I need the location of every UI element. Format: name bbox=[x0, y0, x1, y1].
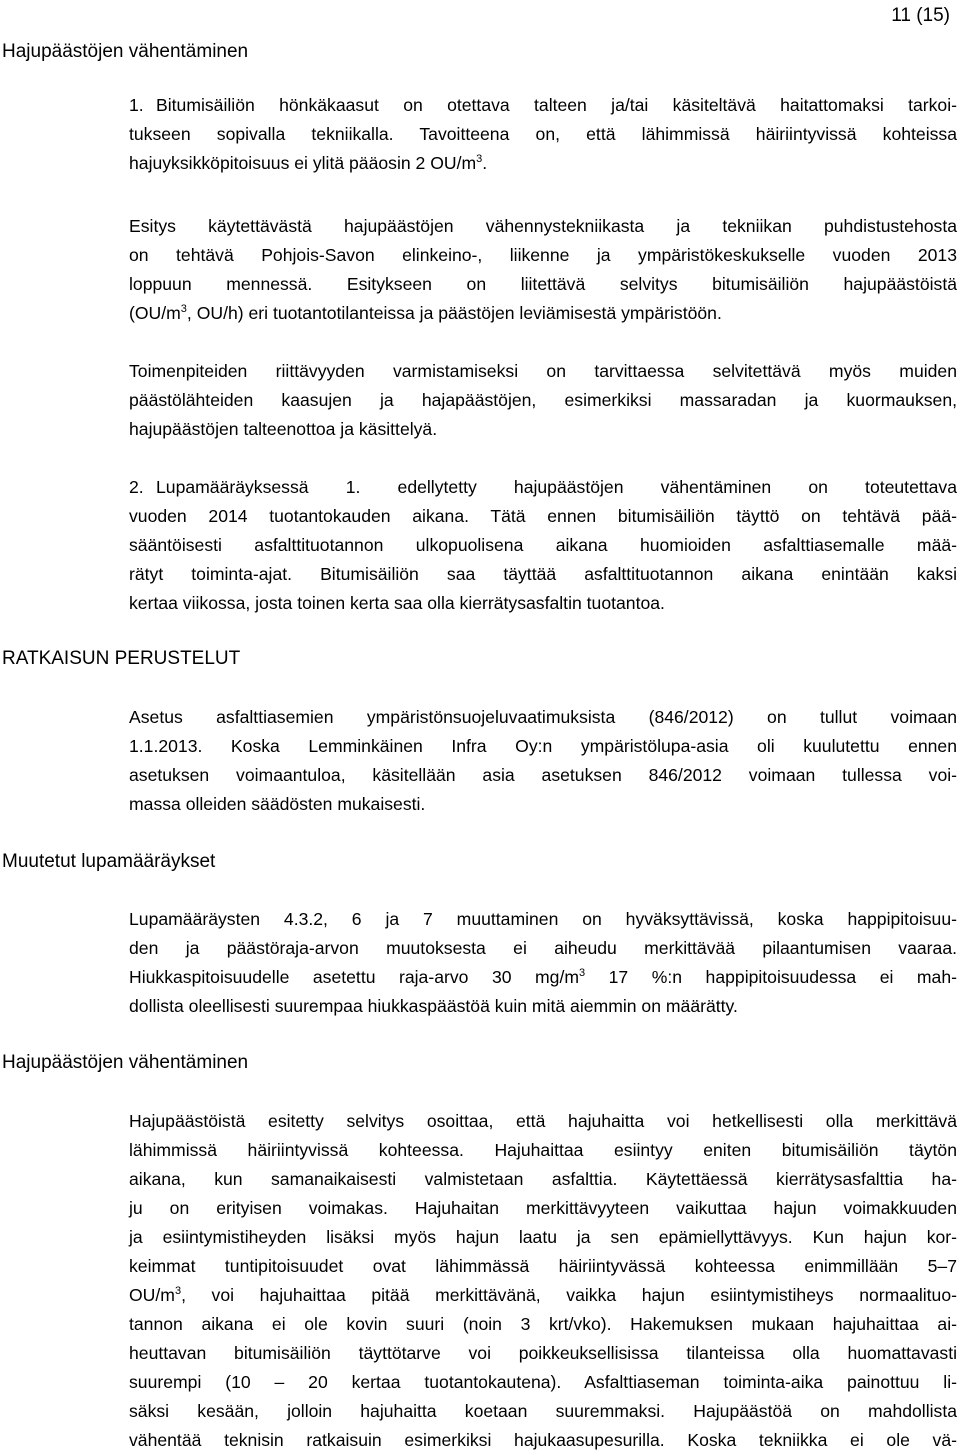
paragraph-line: lähimmissä häiriintyvissä kohteessa. Hajuhaittaa esiintyy eniten bitumisäiliön täytön bbox=[129, 1140, 957, 1160]
section-heading-hajupaastojen-vahentaminen: Hajupäästöjen vähentäminen bbox=[2, 41, 249, 62]
paragraph-line bbox=[129, 963, 957, 992]
section-heading-muutetut-lupamaaraykset: Muutetut lupamääräykset bbox=[2, 851, 216, 872]
paragraph-line: päästölähteiden kaasujen ja hajapäästöjen, esimerkiksi massaradan ja kuormauksen, bbox=[129, 390, 957, 410]
line-text: Hiukkaspitoisuudelle asetettu raja-arvo 30 mg/m bbox=[129, 967, 580, 987]
paragraph-line: hajupäästöjen talteenottoa ja käsittelyä. bbox=[129, 419, 438, 439]
paragraph-line: ju on erityisen voimakas. Hajuhaitan merkittävyyteen vaikuttaa hajun voimakkuuden bbox=[129, 1198, 957, 1218]
paragraph-line: on tehtävä Pohjois-Savon elinkeino-, liikenne ja ympäristökeskukselle vuoden 2013 bbox=[129, 245, 957, 265]
paragraph-hajupaastoista bbox=[129, 1107, 957, 1455]
paragraph-line: vähentää teknisin ratkaisuin esimerkiksi hajukaasupesurilla. Koska tekniikka ei ole vä- bbox=[129, 1430, 957, 1450]
paragraph-line: Lupamääräysten 4.3.2, 6 ja 7 muuttaminen on hyväksyttävissä, koska happipitoisuu- bbox=[129, 909, 957, 929]
paragraph-line bbox=[129, 1281, 957, 1310]
paragraph-line: asetuksen voimaantuloa, käsitellään asia asetuksen 846/2012 voimaan tullessa voi- bbox=[129, 765, 957, 785]
paragraph-toimenpiteet bbox=[129, 357, 957, 444]
item-2-number: 2. bbox=[129, 477, 144, 497]
paragraph-line: Toimenpiteiden riittävyyden varmistamiseksi on tarvittaessa selvitettävä myös muiden bbox=[129, 361, 957, 381]
paragraph-line: loppuun mennessä. Esitykseen on liitettävä selvitys bitumisäiliön hajupäästöistä bbox=[129, 274, 957, 294]
paragraph-lupamaaraysten bbox=[129, 905, 957, 1021]
item-1-line-3-text: hajuyksikköpitoisuus ei ylitä pääosin 2 OU/m bbox=[129, 153, 477, 173]
paragraph-line: Asetus asfalttiasemien ympäristönsuojeluvaatimuksista (846/2012) on tullut voimaan bbox=[129, 707, 957, 727]
page-number: 11 (15) bbox=[891, 5, 950, 26]
paragraph-line: rätyt toiminta-ajat. Bitumisäiliön saa täyttää asfalttituotannon aikana enintään kaksi bbox=[129, 564, 957, 584]
item-2-line-1-text: Lupamääräyksessä 1. edellytetty hajupäästöjen vähentäminen on toteutettava bbox=[156, 477, 957, 497]
paragraph-line: tannon aikana ei ole kovin suuri (noin 3 krt/vko). Hakemuksen mukaan hajuhaittaa ai- bbox=[129, 1314, 957, 1334]
line-text: 17 %:n happipitoisuudessa ei mah- bbox=[585, 967, 957, 987]
item-1-line-3 bbox=[129, 149, 957, 178]
superscript: 3 bbox=[476, 153, 483, 166]
item-1-number: 1. bbox=[129, 95, 144, 115]
paragraph-line: sääntöisesti asfalttituotannon ulkopuolisena aikana huomioiden asfalttiasemalle mää- bbox=[129, 535, 957, 555]
paragraph-line: aikana, kun samanaikaisesti valmistetaan asfalttia. Käytettäessä kierrätysasfalttia ha- bbox=[129, 1169, 957, 1189]
superscript: 3 bbox=[180, 303, 187, 316]
paragraph-line: massa olleiden säädösten mukaisesti. bbox=[129, 794, 426, 814]
condition-item-1 bbox=[129, 91, 957, 178]
superscript: 3 bbox=[579, 967, 586, 980]
paragraph-line: heuttavan bitumisäiliön täyttötarve voi poikkeuksellisissa tilanteissa olla huomattavasti bbox=[129, 1343, 957, 1363]
section-heading-ratkaisun-perustelut: RATKAISUN PERUSTELUT bbox=[2, 648, 241, 669]
line-text: , voi hajuhaittaa pitää merkittävänä, vaikka hajun esiintymistiheys normaalituo- bbox=[181, 1285, 957, 1305]
item-2-line-1 bbox=[129, 473, 957, 502]
superscript: 3 bbox=[174, 1285, 182, 1298]
line-text: , OU/h) eri tuotantotilanteissa ja päästöjen leviämisestä ympäristöön. bbox=[186, 303, 722, 323]
paragraph-line: ja esiintymistiheyden lisäksi myös hajun laatu ja sen epämiellyttävyys. Kun hajun kor- bbox=[129, 1227, 957, 1247]
paragraph-line: keimmat tuntipitoisuudet ovat lähimmässä häiriintyvässä kohteessa enimmillään 5–7 bbox=[129, 1256, 957, 1276]
paragraph-line: dollista oleellisesti suurempaa hiukkaspäästöä kuin mitä aiemmin on määrätty. bbox=[129, 996, 738, 1016]
condition-item-2 bbox=[129, 473, 957, 618]
paragraph-asetus bbox=[129, 703, 957, 819]
item-1-line-1 bbox=[129, 91, 957, 120]
paragraph-line: suurempi (10 – 20 kertaa tuotantokautena). Asfalttiaseman toiminta-aika painottuu li- bbox=[129, 1372, 957, 1392]
paragraph-line bbox=[129, 299, 957, 328]
item-1-line-2: tukseen sopivalla tekniikalla. Tavoitteena on, että lähimmissä häiriintyvissä kohteissa bbox=[129, 124, 957, 144]
paragraph-line: vuoden 2014 tuotantokauden aikana. Tätä ennen bitumisäiliön täyttö on tehtävä pää- bbox=[129, 506, 957, 526]
line-text: OU/m bbox=[129, 1285, 175, 1305]
paragraph-line: Esitys käytettävästä hajupäästöjen vähennystekniikasta ja tekniikan puhdistustehosta bbox=[129, 216, 957, 236]
paragraph-esitys bbox=[129, 212, 957, 328]
item-1-line-1-text: Bitumisäiliön hönkäkaasut on otettava talteen ja/tai käsiteltävä haitattomaksi tarkoi- bbox=[156, 95, 957, 115]
paragraph-line: den ja päästöraja-arvon muutoksesta ei aiheudu merkittävää pilaantumisen vaaraa. bbox=[129, 938, 957, 958]
section-heading-hajupaastojen-vahentaminen-2: Hajupäästöjen vähentäminen bbox=[2, 1052, 249, 1073]
item-1-line-3-end: . bbox=[482, 153, 488, 173]
paragraph-line: säksi kesään, jolloin hajuhaitta koetaan suuremmaksi. Hajupäästöä on mahdollista bbox=[129, 1401, 957, 1421]
paragraph-line: Hajupäästöistä esitetty selvitys osoittaa, että hajuhaitta voi hetkellisesti olla merkittävä bbox=[129, 1111, 957, 1131]
paragraph-line: 1.1.2013. Koska Lemminkäinen Infra Oy:n ympäristölupa-asia oli kuulutettu ennen bbox=[129, 736, 957, 756]
paragraph-line: kertaa viikossa, josta toinen kerta saa olla kierrätysasfaltin tuotantoa. bbox=[129, 593, 665, 613]
line-text: (OU/m bbox=[129, 303, 181, 323]
